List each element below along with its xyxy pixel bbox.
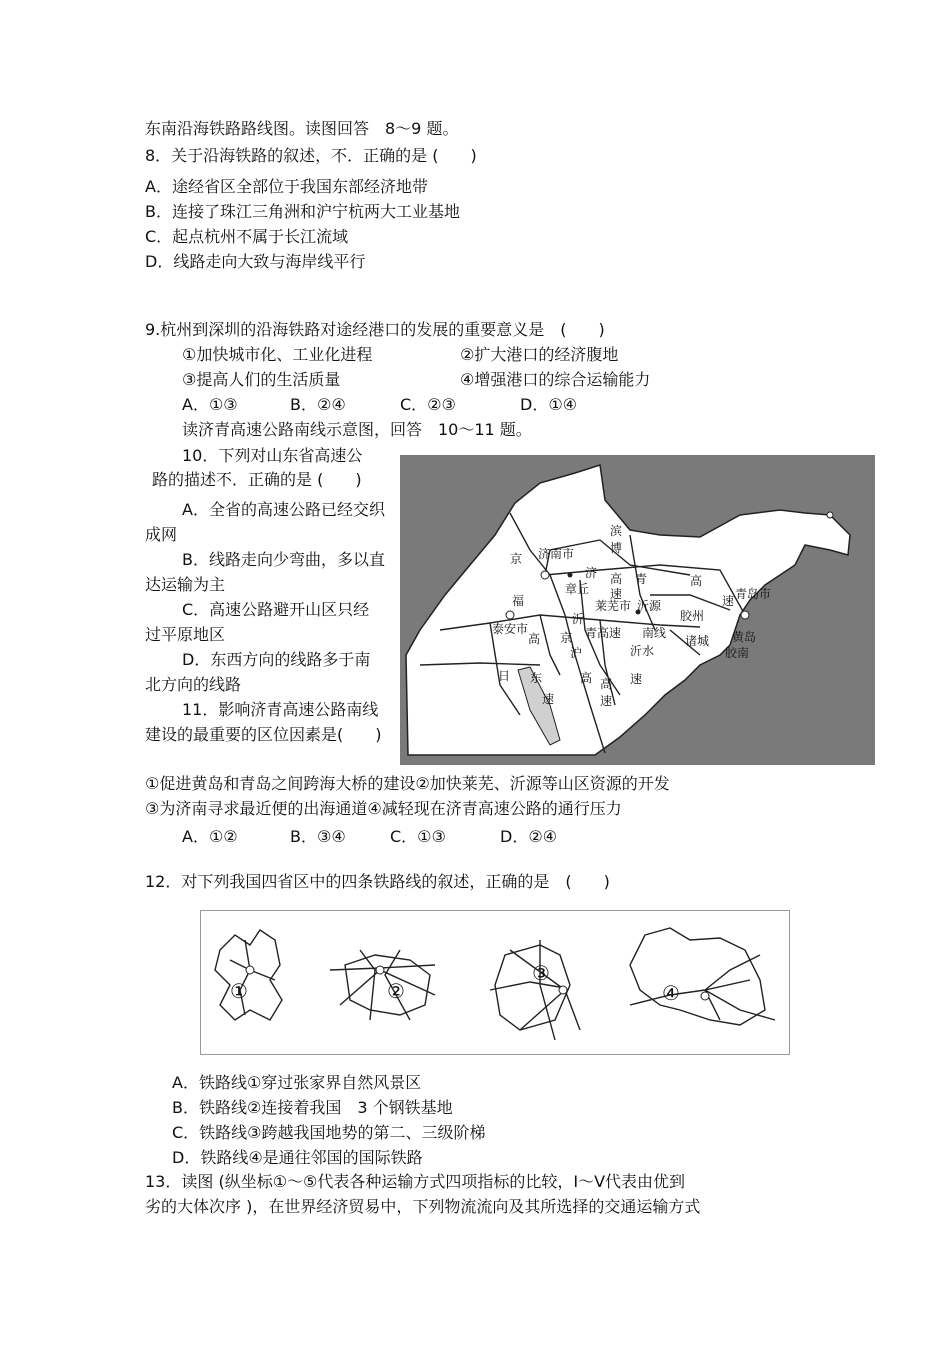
label-dong: 东 [530, 671, 543, 685]
label-jian: 速 [542, 692, 555, 706]
label-jiaozhou: 胶州 [680, 609, 705, 623]
q9-option-c: C．②③ [400, 395, 456, 414]
label-jiaonan: 胶南 [725, 646, 750, 660]
label-jing2: 京 [560, 631, 573, 645]
junction-3 [559, 986, 567, 994]
q10-option-d: D．东西方向的线路多于南北方向的线路 [145, 650, 371, 694]
q10-options [145, 497, 385, 747]
label-gao1: 高 [610, 572, 623, 586]
q8-option-d: D．线路走向大致与海岸线平行 [145, 252, 366, 271]
q8-option-c: C．起点杭州不属于长江流域 [145, 227, 349, 246]
q11-option-b: B．③④ [290, 827, 346, 846]
junction-4 [701, 992, 709, 1000]
label-huangdao: 黄岛 [732, 630, 757, 644]
junction-2 [376, 966, 384, 974]
label-gao5: 高 [600, 677, 613, 691]
q10-stem-line2: 路的描述不．正确的是 ( ) [152, 470, 362, 489]
label-bo: 博 [610, 541, 623, 555]
q13-line1: 13．读图 (纵坐标①～⑤代表各种运输方式四项指标的比较，Ⅰ～Ⅴ代表由优到 [145, 1172, 686, 1191]
taian-marker [506, 611, 514, 619]
q12-option-c: C．铁路线③跨越我国地势的第二、三级阶梯 [172, 1123, 486, 1142]
label-nanxian: 南线 [642, 626, 667, 640]
q8-stem: 8．关于沿海铁路的叙述，不．正确的是 ( ) [145, 146, 477, 165]
q11-option-c: C．①③ [390, 827, 446, 846]
q11-option-a: A．①② [182, 827, 238, 846]
label-zhangqiu: 章丘 [565, 582, 590, 596]
q9-option-d: D．①④ [520, 395, 578, 414]
label-zhucheng: 诸城 [685, 634, 710, 648]
label-qingdao: 青岛市 [735, 587, 772, 601]
label-qinggaosu: 青高速 [585, 626, 622, 640]
zhangqiu-marker [568, 573, 573, 578]
label-ri: 日 [498, 669, 511, 683]
figure-label-1: ① [230, 979, 248, 1003]
q9-item-2: ②扩大港口的经济腹地 [460, 345, 619, 364]
figure-label-2: ② [387, 979, 405, 1003]
q8-option-b: B．连接了珠江三角洲和沪宁杭两大工业基地 [145, 202, 460, 221]
railway-figure [200, 910, 790, 1055]
label-gao2: 高 [690, 574, 703, 588]
q11-items-line1: ①促进黄岛和青岛之间跨海大桥的建设②加快莱芜、沂源等山区资源的开发 [145, 774, 670, 793]
q12-option-d: D．铁路线④是通往邻国的国际铁路 [172, 1148, 423, 1167]
label-su4: 速 [600, 694, 613, 708]
label-yi: 沂 [572, 612, 585, 626]
q10-option-b: B．线路走向少弯曲，多以直达运输为主 [145, 550, 385, 594]
q12-stem: 12．对下列我国四省区中的四条铁路线的叙述，正确的是 ( ) [145, 872, 610, 891]
label-yishui: 沂水 [630, 644, 655, 658]
label-bin: 滨 [610, 524, 623, 538]
q9-stem: 9.杭州到深圳的沿海铁路对途经港口的发展的重要意义是 ( ) [145, 320, 605, 339]
label-jinan: 济南市 [538, 547, 575, 561]
jinan-marker [541, 571, 549, 579]
qingdao-marker [741, 611, 749, 619]
label-su2: 速 [722, 594, 735, 608]
railway-svg [200, 910, 790, 1055]
label-fu: 福 [512, 594, 525, 608]
q12-option-b: B．铁路线②连接着我国 3 个钢铁基地 [172, 1098, 453, 1117]
label-ji: 济 [585, 566, 598, 580]
q9-option-a: A．①③ [182, 395, 238, 414]
label-gao3: 高 [528, 632, 541, 646]
figure-label-3: ③ [532, 961, 550, 985]
q10-option-a: A．全省的高速公路已经交织成网 [145, 500, 385, 544]
map-svg [400, 455, 875, 765]
junction-1 [246, 966, 254, 974]
intro2-text: 读济青高速公路南线示意图，回答 10～11 题。 [182, 420, 532, 439]
figure-label-4: ④ [662, 981, 680, 1005]
label-su1: 速 [610, 587, 623, 601]
q11-stem: 11．影响济青高速公路南线建设的最重要的区位因素是( ) [145, 700, 382, 744]
q13-line2: 劣的大体次序 )，在世界经济贸易中，下列物流流向及其所选择的交通运输方式 [145, 1197, 701, 1216]
shandong-highway-map [400, 455, 875, 765]
q8-option-a: A．途经省区全部位于我国东部经济地带 [145, 177, 428, 196]
label-taian: 泰安市 [492, 622, 529, 636]
label-laiwu: 莱芜市 [595, 599, 632, 613]
q9-item-1: ①加快城市化、工业化进程 [182, 345, 373, 364]
q10-option-c: C．高速公路避开山区只经过平原地区 [145, 600, 370, 644]
figure-frame [201, 911, 790, 1055]
label-qing1: 青 [635, 572, 648, 586]
q9-option-b: B．②④ [290, 395, 346, 414]
q10-stem-line1: 10．下列对山东省高速公 [182, 446, 363, 465]
label-hu: 沪 [570, 646, 583, 660]
cape-marker [827, 512, 833, 518]
q9-item-4: ④增强港口的综合运输能力 [460, 370, 651, 389]
intro-text: 东南沿海铁路路线图。读图回答 8～9 题。 [145, 119, 459, 138]
label-su3: 速 [630, 672, 643, 686]
q11-option-d: D．②④ [500, 827, 558, 846]
label-gao4: 高 [580, 671, 593, 685]
q11-items-line2: ③为济南寻求最近便的出海通道④减轻现在济青高速公路的通行压力 [145, 799, 622, 818]
label-jing: 京 [510, 552, 523, 566]
label-yiyuan: 沂源 [637, 599, 662, 613]
q12-option-a: A．铁路线①穿过张家界自然风景区 [172, 1073, 422, 1092]
q9-item-3: ③提高人们的生活质量 [182, 370, 341, 389]
